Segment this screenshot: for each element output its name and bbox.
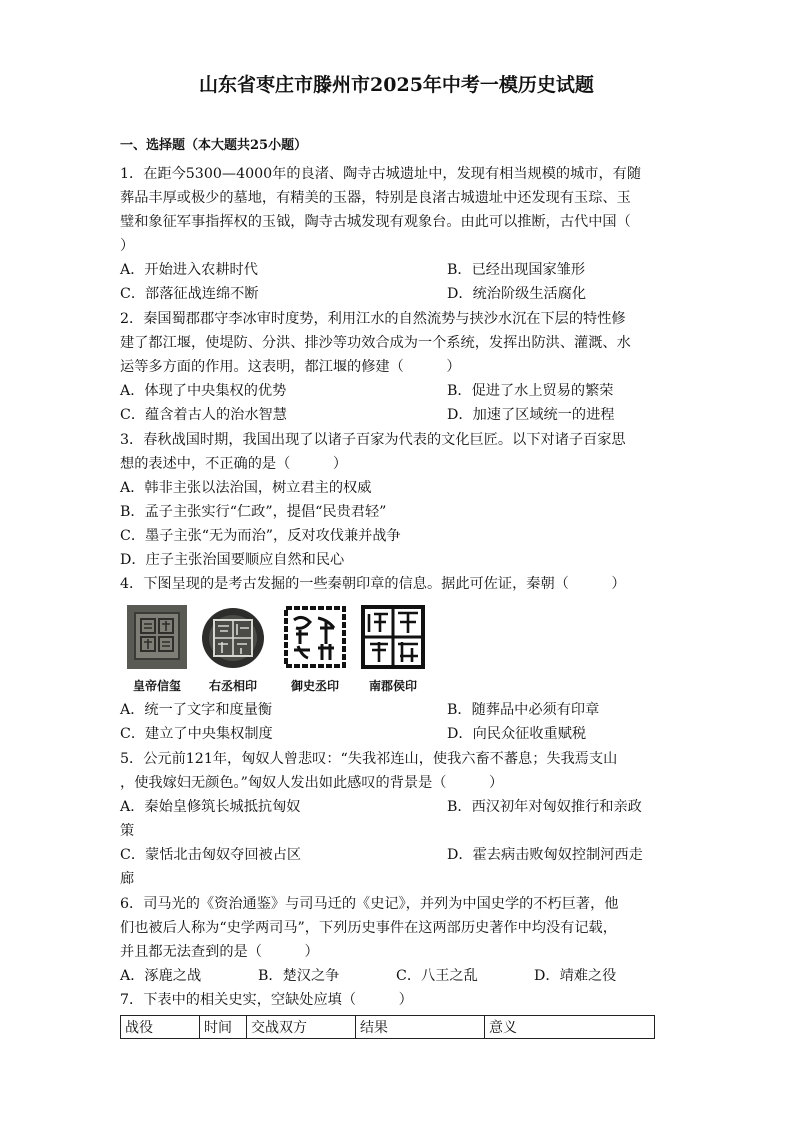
q5-option-b-wrap: 策 [120, 823, 135, 839]
q1-option-b[interactable]: B．已经出现国家雏形 [447, 262, 586, 278]
question-7-line-1: 7．下表中的相关史实，空缺处应填（ ） [120, 992, 413, 1008]
q7-table [120, 1015, 655, 1039]
question-1-line-1: 1．在距今5300—4000年的良渚、陶寺古城遗址中，发现有相当规模的城市，有随 [120, 166, 642, 182]
q5-option-a[interactable]: A．秦始皇修筑长城抵抗匈奴 [120, 799, 301, 815]
question-4-line-1: 4．下图呈现的是考古发掘的一些秦朝印章的信息。据此可佐证，秦朝（ ） [120, 576, 626, 592]
question-1-line-3: 璧和象征军事指挥权的玉钺，陶寺古城发现有观象台。由此可以推断，古代中国（ [120, 214, 631, 230]
question-6-line-2: 们也被后人称为“史学两司马”，下列历史事件在这两部历史著作中均没有记载， [120, 920, 617, 936]
question-5-line-1: 5．公元前121年，匈奴人曾悲叹：“失我祁连山，使我六畜不蕃息；失我焉支山 [120, 751, 618, 767]
q6-option-d[interactable]: D．靖难之役 [534, 968, 617, 984]
q3-option-a[interactable]: A．韩非主张以法治国，树立君主的权威 [120, 480, 372, 496]
table-header-row [121, 1016, 655, 1039]
q4-option-c[interactable]: C．建立了中央集权制度 [120, 726, 273, 742]
table-header-cell: 交战双方 [247, 1016, 356, 1039]
q6-option-a[interactable]: A．涿鹿之战 [120, 968, 202, 984]
table-header-cell: 战役 [121, 1016, 200, 1039]
seal-caption-1: 皇帝信玺 [132, 679, 181, 693]
q5-option-d[interactable]: D．霍去病击败匈奴控制河西走 [447, 847, 643, 863]
question-2-line-2: 建了都江堰，使堤防、分洪、排沙等功效合成为一个系统，发挥出防洪、灌溉、水 [120, 335, 631, 351]
q3-option-d[interactable]: D．庄子主张治国要顺应自然和民心 [120, 552, 345, 568]
question-5-line-2: ，使我嫁妇无颜色。”匈奴人发出如此感叹的背景是（ ） [120, 775, 504, 791]
question-2-line-1: 2．秦国蜀郡郡守李冰审时度势，利用江水的自然流势与挟沙水沉在下层的特性修 [120, 311, 626, 327]
question-3-line-1: 3．春秋战国时期，我国出现了以诸子百家为代表的文化巨匠。以下对诸子百家思 [120, 432, 626, 448]
q4-option-b[interactable]: B．随葬品中必须有印章 [447, 702, 600, 718]
section-heading: 一、选择题（本大题共25小题） [120, 138, 308, 153]
q2-option-a[interactable]: A．体现了中央集权的优势 [120, 383, 287, 399]
table-header-cell: 结果 [356, 1016, 485, 1039]
seal-youchengxiang-image [200, 604, 262, 670]
seal-yushi-image [282, 604, 344, 670]
seal-huangdi-image [126, 604, 188, 670]
question-2-line-3: 运等多方面的作用。这表明，都江堰的修建（ ） [120, 359, 461, 375]
q2-option-d[interactable]: D．加速了区域统一的进程 [447, 407, 615, 423]
q5-option-c[interactable]: C．蒙恬北击匈奴夺回被占区 [120, 847, 302, 863]
q2-option-b[interactable]: B．促进了水上贸易的繁荣 [447, 383, 614, 399]
q1-option-a[interactable]: A．开始进入农耕时代 [120, 262, 258, 278]
q6-option-c[interactable]: C．八王之乱 [396, 968, 478, 984]
question-1-line-2: 葬品丰厚或极少的墓地，有精美的玉器，特别是良渚古城遗址中还发现有玉琮、玉 [120, 190, 631, 206]
seal-images [126, 604, 426, 694]
q1-option-d[interactable]: D．统治阶级生活腐化 [447, 286, 587, 302]
q3-option-c[interactable]: C．墨子主张“无为而治”，反对攻伐兼并战争 [120, 528, 401, 544]
question-6-line-1: 6．司马光的《资治通鉴》与司马迁的《史记》，并列为中国史学的不朽巨著，他 [120, 896, 619, 912]
q1-option-c[interactable]: C．部落征战连绵不断 [120, 286, 259, 302]
question-1-line-4: ） [120, 238, 135, 254]
q4-option-a[interactable]: A．统一了文字和度量衡 [120, 702, 273, 718]
question-6-line-3: 并且都无法查到的是（ ） [120, 944, 319, 960]
table-header-cell: 时间 [200, 1016, 247, 1039]
q5-option-b[interactable]: B．西汉初年对匈奴推行和亲政 [447, 799, 642, 815]
q2-option-c[interactable]: C．蕴含着古人的治水智慧 [120, 407, 287, 423]
table-header-cell: 意义 [485, 1016, 655, 1039]
seal-caption-4: 南郡侯印 [368, 679, 417, 693]
q4-option-d[interactable]: D．向民众征收重赋税 [447, 726, 587, 742]
seal-caption-3: 御史丞印 [290, 679, 339, 693]
question-3-line-2: 想的表述中，不正确的是（ ） [120, 456, 348, 472]
q6-option-b[interactable]: B．楚汉之争 [258, 968, 340, 984]
q5-option-d-wrap: 廊 [120, 871, 135, 887]
seal-caption-2: 右丞相印 [208, 679, 257, 693]
seal-nanjun-image [360, 604, 422, 670]
q3-option-b[interactable]: B．孟子主张实行“仁政”，提倡“民贵君轻” [120, 504, 387, 520]
page-title: 山东省枣庄市滕州市2025年中考一模历史试题 [199, 74, 594, 96]
